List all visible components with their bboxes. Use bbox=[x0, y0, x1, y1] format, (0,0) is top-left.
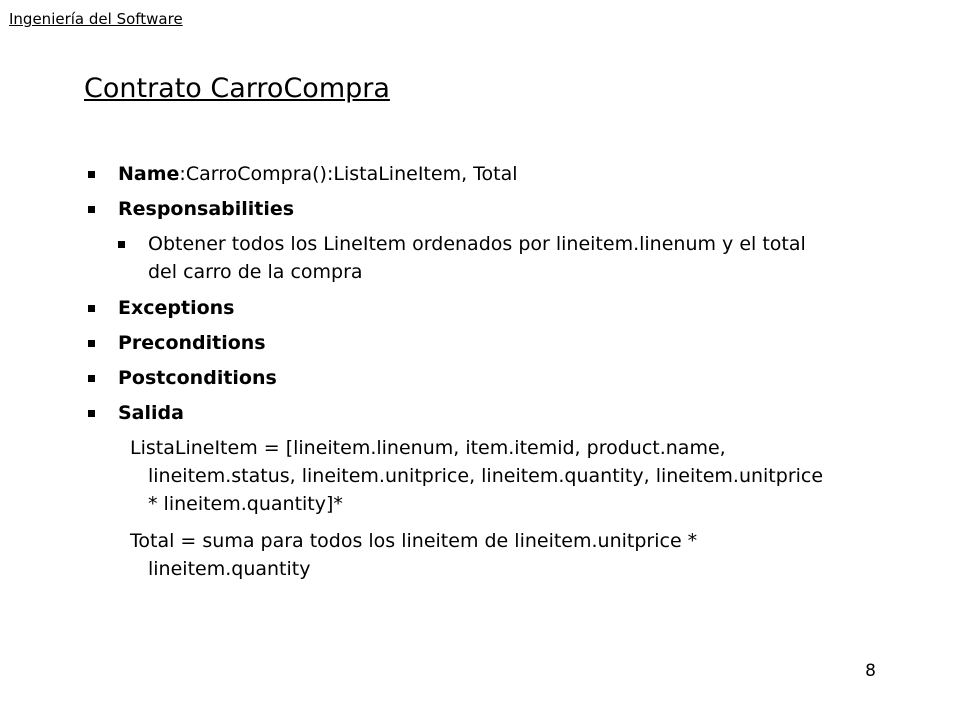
exceptions-bullet bbox=[86, 294, 826, 322]
responsabilities-sub-bullet bbox=[44, 230, 826, 286]
postconditions-label: Postconditions bbox=[118, 367, 277, 389]
page-number: 8 bbox=[865, 661, 876, 681]
name-bullet bbox=[86, 160, 826, 188]
salida-label: Salida bbox=[118, 402, 184, 424]
square-bullet-icon bbox=[88, 410, 95, 417]
square-bullet-icon bbox=[88, 340, 95, 347]
preconditions-label: Preconditions bbox=[118, 332, 266, 354]
square-bullet-icon bbox=[88, 305, 95, 312]
square-bullet-icon bbox=[88, 375, 95, 382]
name-label: Name bbox=[118, 163, 180, 185]
responsabilities-label: Responsabilities bbox=[118, 198, 295, 220]
salida-total-text: Total = suma para todos los lineitem de lineitem.unitprice * lineitem.quantity bbox=[130, 530, 698, 580]
name-value: :CarroCompra():ListaLineItem, Total bbox=[179, 163, 518, 185]
postconditions-bullet bbox=[86, 364, 826, 392]
square-bullet-icon bbox=[118, 241, 125, 248]
preconditions-bullet bbox=[86, 329, 826, 357]
salida-lista-text: ListaLineItem = [lineitem.linenum, item.itemid, product.name, lineitem.status, lineitem.unitprice, lineitem.quantity, lineitem.unitprice * lineitem.quantity]* bbox=[130, 437, 824, 515]
slide-title: Contrato CarroCompra bbox=[84, 73, 390, 104]
responsabilities-text: Obtener todos los LineItem ordenados por lineitem.linenum y el total del carro de la compra bbox=[148, 233, 806, 283]
salida-bullet bbox=[86, 399, 826, 427]
contract-content bbox=[86, 160, 826, 592]
responsabilities-bullet bbox=[86, 195, 826, 223]
square-bullet-icon bbox=[88, 171, 95, 178]
course-header-link[interactable]: Ingeniería del Software bbox=[9, 10, 183, 28]
exceptions-label: Exceptions bbox=[118, 297, 235, 319]
square-bullet-icon bbox=[88, 206, 95, 213]
